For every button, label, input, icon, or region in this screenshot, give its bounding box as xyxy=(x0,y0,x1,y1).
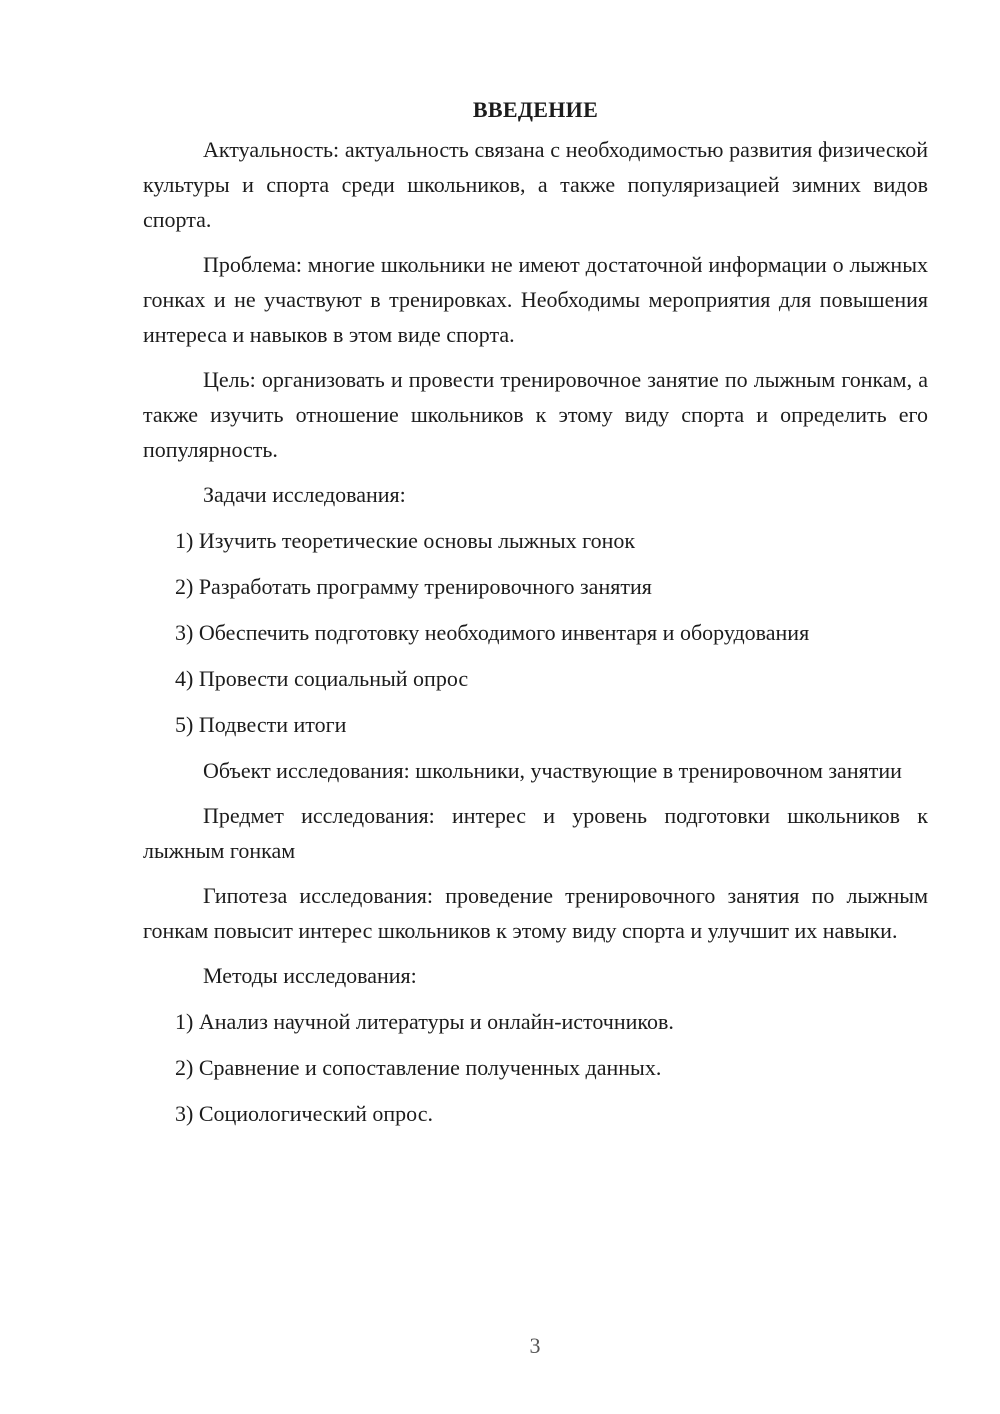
object-paragraph: Объект исследования: школьники, участвующие в тренировочном занятии xyxy=(203,758,902,783)
list-item: 5) Подвести итоги xyxy=(175,712,347,737)
list-item: 3) Социологический опрос. xyxy=(175,1101,433,1126)
subject-paragraph: Предмет исследования: интерес и уровень подготовки школьников к лыжным гонкам xyxy=(143,803,928,863)
list-item: 1) Изучить теоретические основы лыжных гонок xyxy=(175,528,636,553)
page-title: ВВЕДЕНИЕ xyxy=(472,97,599,122)
list-item: 1) Анализ научной литературы и онлайн-источников. xyxy=(175,1009,674,1034)
page-number: 3 xyxy=(529,1333,541,1358)
hypothesis-paragraph: Гипотеза исследования: проведение тренировочного занятия по лыжным гонкам повысит интерес школьников к этому виду спорта и улучшит их навыки. xyxy=(143,883,928,943)
relevance-paragraph: Актуальность: актуальность связана с необходимостью развития физической культуры и спорта среди школьников, а также популяризацией зимних видов спорта. xyxy=(143,137,928,232)
methods-heading: Методы исследования: xyxy=(203,963,417,988)
tasks-list xyxy=(143,523,928,742)
methods-list xyxy=(143,1004,928,1131)
list-item: 3) Обеспечить подготовку необходимого инвентаря и оборудования xyxy=(175,620,810,645)
problem-paragraph: Проблема: многие школьники не имеют достаточной информации о лыжных гонках и не участвуют в тренировках. Необходимы мероприятия для повышения интереса и навыков в этом виде спорта. xyxy=(143,252,928,347)
list-item: 4) Провести социальный опрос xyxy=(175,666,469,691)
tasks-heading: Задачи исследования: xyxy=(203,482,406,507)
list-item: 2) Сравнение и сопоставление полученных данных. xyxy=(175,1055,662,1080)
goal-paragraph: Цель: организовать и провести тренировочное занятие по лыжным гонкам, а также изучить отношение школьников к этому виду спорта и определить его популярность. xyxy=(143,367,928,462)
list-item: 2) Разработать программу тренировочного занятия xyxy=(175,574,652,599)
document-page xyxy=(143,92,928,1142)
